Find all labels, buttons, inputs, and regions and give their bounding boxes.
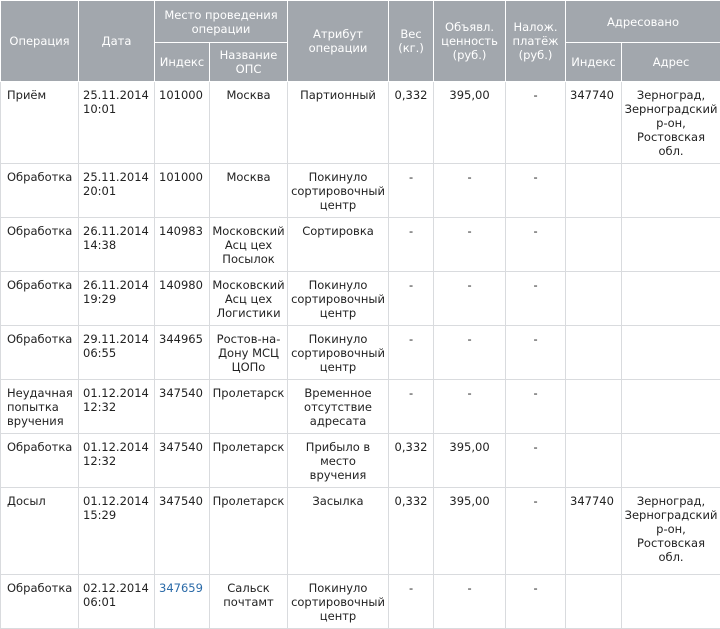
declared-value-cell: -	[434, 575, 506, 629]
addr-index-cell	[566, 164, 622, 218]
cod-cell: -	[506, 380, 566, 434]
ops-name-cell: Пролетарск	[210, 434, 288, 488]
ops-name-cell: Москва	[210, 164, 288, 218]
date-cell: 29.11.2014 06:55	[79, 326, 155, 380]
weight-cell: -	[389, 575, 434, 629]
declared-value-cell: 395,00	[434, 434, 506, 488]
weight-cell: -	[389, 218, 434, 272]
cod-cell: -	[506, 434, 566, 488]
attribute-cell: Покинуло сортировочный центр	[288, 326, 389, 380]
table-row	[1, 380, 720, 434]
header-addressed: Адресовано	[566, 1, 720, 43]
ops-name-cell: Москва	[210, 82, 288, 164]
operation-cell: Досыл	[1, 488, 79, 575]
weight-cell: -	[389, 326, 434, 380]
attribute-cell: Сортировка	[288, 218, 389, 272]
operation-cell: Обработка	[1, 272, 79, 326]
header-addr-index: Индекс	[566, 43, 622, 82]
date-cell: 26.11.2014 14:38	[79, 218, 155, 272]
cod-cell: -	[506, 326, 566, 380]
index-cell: 101000	[155, 164, 210, 218]
index-cell: 344965	[155, 326, 210, 380]
declared-value-cell: -	[434, 164, 506, 218]
header-index: Индекс	[155, 43, 210, 82]
index-cell: 101000	[155, 82, 210, 164]
weight-cell: -	[389, 164, 434, 218]
operation-cell: Обработка	[1, 164, 79, 218]
declared-value-cell: -	[434, 272, 506, 326]
ops-name-cell: Московский Асц цех Логистики	[210, 272, 288, 326]
date-cell: 01.12.2014 12:32	[79, 380, 155, 434]
address-cell	[622, 326, 720, 380]
table-row	[1, 164, 720, 218]
addr-index-cell	[566, 575, 622, 629]
attribute-cell: Покинуло сортировочный центр	[288, 164, 389, 218]
weight-cell: -	[389, 380, 434, 434]
cod-cell: -	[506, 488, 566, 575]
index-cell: 347540	[155, 488, 210, 575]
addr-index-cell	[566, 326, 622, 380]
attribute-cell: Покинуло сортировочный центр	[288, 575, 389, 629]
declared-value-cell: 395,00	[434, 488, 506, 575]
attribute-cell: Партионный	[288, 82, 389, 164]
ops-name-cell: Пролетарск	[210, 488, 288, 575]
operation-cell: Приём	[1, 82, 79, 164]
date-cell: 25.11.2014 20:01	[79, 164, 155, 218]
table-row	[1, 575, 720, 629]
header-operation: Операция	[1, 1, 79, 82]
cod-cell: -	[506, 164, 566, 218]
addr-index-cell: 347740	[566, 82, 622, 164]
index-cell: 347540	[155, 434, 210, 488]
attribute-cell: Покинуло сортировочный центр	[288, 272, 389, 326]
index-cell: 140980	[155, 272, 210, 326]
cod-cell: -	[506, 272, 566, 326]
address-cell	[622, 575, 720, 629]
weight-cell: 0,332	[389, 434, 434, 488]
header-attribute: Атрибут операции	[288, 1, 389, 82]
cod-cell: -	[506, 575, 566, 629]
weight-cell: 0,332	[389, 488, 434, 575]
header-cod: Налож. платёж (руб.)	[506, 1, 566, 82]
addr-index-cell	[566, 272, 622, 326]
addr-index-cell: 347740	[566, 488, 622, 575]
table-row	[1, 82, 720, 164]
header-address: Адрес	[622, 43, 720, 82]
addr-index-cell	[566, 434, 622, 488]
address-cell: Зерноград, Зерноградский р-он, Ростовская обл.	[622, 488, 720, 575]
attribute-cell: Засылка	[288, 488, 389, 575]
address-cell	[622, 164, 720, 218]
operation-cell: Обработка	[1, 218, 79, 272]
table-row	[1, 326, 720, 380]
ops-name-cell: Московский Асц цех Посылок	[210, 218, 288, 272]
index-cell: 140983	[155, 218, 210, 272]
cod-cell: -	[506, 82, 566, 164]
address-cell	[622, 434, 720, 488]
header-place: Место проведения операции	[155, 1, 288, 43]
table-row	[1, 434, 720, 488]
table-row	[1, 488, 720, 575]
index-link[interactable]: 347659	[155, 575, 210, 629]
date-cell: 25.11.2014 10:01	[79, 82, 155, 164]
date-cell: 01.12.2014 12:32	[79, 434, 155, 488]
table-header	[1, 1, 720, 82]
address-cell	[622, 218, 720, 272]
date-cell: 01.12.2014 15:29	[79, 488, 155, 575]
cod-cell: -	[506, 218, 566, 272]
date-cell: 26.11.2014 19:29	[79, 272, 155, 326]
table-row	[1, 272, 720, 326]
header-ops-name: Название ОПС	[210, 43, 288, 82]
declared-value-cell: 395,00	[434, 82, 506, 164]
weight-cell: -	[389, 272, 434, 326]
declared-value-cell: -	[434, 380, 506, 434]
address-cell	[622, 380, 720, 434]
ops-name-cell: Пролетарск	[210, 380, 288, 434]
table-row	[1, 218, 720, 272]
ops-name-cell: Сальск почтамт	[210, 575, 288, 629]
index-cell: 347540	[155, 380, 210, 434]
header-date: Дата	[79, 1, 155, 82]
attribute-cell: Прибыло в место вручения	[288, 434, 389, 488]
date-cell: 02.12.2014 06:01	[79, 575, 155, 629]
attribute-cell: Временное отсутствие адресата	[288, 380, 389, 434]
header-weight: Вес (кг.)	[389, 1, 434, 82]
addr-index-cell	[566, 218, 622, 272]
addr-index-cell	[566, 380, 622, 434]
address-cell: Зерноград, Зерноградский р-он, Ростовская обл.	[622, 82, 720, 164]
declared-value-cell: -	[434, 326, 506, 380]
address-cell	[622, 272, 720, 326]
table-body	[1, 82, 720, 629]
operation-cell: Обработка	[1, 434, 79, 488]
weight-cell: 0,332	[389, 82, 434, 164]
operation-cell: Неудачная попытка вручения	[1, 380, 79, 434]
header-declared-value: Объявл. ценность (руб.)	[434, 1, 506, 82]
ops-name-cell: Ростов-на-Дону МСЦ ЦОПо	[210, 326, 288, 380]
operation-cell: Обработка	[1, 326, 79, 380]
declared-value-cell: -	[434, 218, 506, 272]
operation-cell: Обработка	[1, 575, 79, 629]
